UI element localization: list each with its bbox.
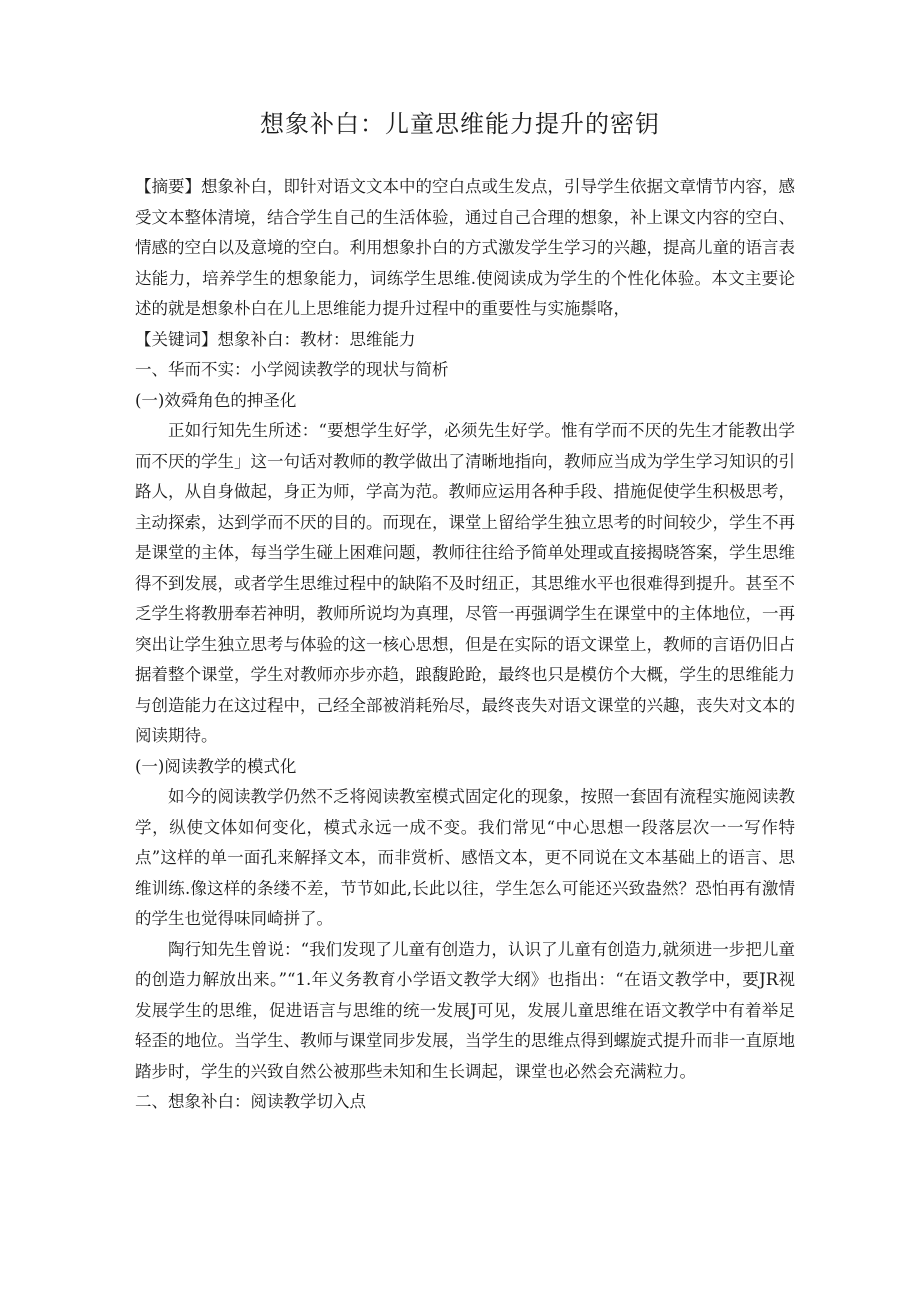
- section-heading-1: 一、华而不实：小学阅读教学的现状与简析: [135, 360, 449, 379]
- document-title: 想象补白：儿童思维能力提升的密钥: [260, 110, 660, 138]
- abstract-text: 想象补白，即针对语文文本中的空白点或生发点，引导学生依据文章情节内容，感受文本整体清境，结合学生自己的生活体验，通过自己合理的想象，补上课文内容的空白、情感的空白以及意境的空白。利用想象扑白的方式激发学生学习的兴趣，提高儿童的语言表达能力，培养学生的想象能力，词练学生思维.使阅读成为学生的个性化体验。本文主要论述的就是想象朴白在儿上思维能力提升过程中的重要性与实施鬃咯，: [135, 177, 795, 318]
- body-paragraph-2: 如今的阅读教学仍然不乏将阅读教室模式固定化的现象，按照一套固有流程实施阅读教学，纵使文体如何变化，模式永远一成不变。我们常见“中心思想一段落层次一一写作特点”这样的单一面孔来解择文本，而非赏析、感悟文本，更不同说在文本基础上的语言、思维训练.像这样的条缕不差，节节如此,长此以往，学生怎么可能还兴致盎然？恐怕再有激情的学生也觉得味同崎拼了。: [135, 787, 795, 928]
- keywords-paragraph: [135, 325, 795, 356]
- keywords-text: 想象补白：教材：思维能力: [217, 329, 416, 349]
- section-heading-2: 二、想象补白：阅读教学切入点: [135, 1092, 366, 1111]
- body-paragraph-1: 正如行知先生所述：“要想学生好学，必须先生好学。惟有学而不厌的先生才能教出学而不厌的学生」这一句话对教师的教学做出了清晰地指向，教师应当成为学生学习知识的引路人，从自身做起，身正为师，学高为范。教师应运用各种手段、措施促使学生积极思考，主动探索，达到学而不厌的目的。而现在，课堂上留给学生独立思考的时间较少，学生不再是课堂的主体，每当学生碰上困难问题，教师往往给予简单处理或直接揭晓答案，学生思维得不到发展，或者学生思维过程中的缺陷不及时纽正，其思维水平也很难得到提升。甚至不乏学生将教册奉若神明，教师所说均为真理，尽管一再强调学生在课堂中的主体地位，一再突出让学生独立思考与体验的这一核心思想，但是在实际的语文课堂上，教师的言语仍旧占据着整个课堂，学生对教师亦步亦趋，踉馥跄跄，最终也只是模仿个大概，学生的思维能力与创造能力在这过程中，己经全部被消耗殆尽，最终丧失对语文课堂的兴趣，丧失对文本的阅读期待。: [135, 421, 795, 745]
- keywords-label: 【关键词】: [135, 329, 218, 349]
- abstract-label: 【摘要】: [135, 177, 201, 196]
- subsection-heading-2: (一)阅读教学的模式化: [135, 756, 297, 776]
- document-body: [135, 172, 795, 1118]
- body-paragraph-3: 陶行知先生曾说：“我们发现了儿童有创造力，认识了儿童有创造力,就须进一步把儿童的创造力解放出来。”“1.年义务教育小学语文教学大纲》也指出：“在语文教学中，要JR视发展学生的思维，促进语言与思维的统一发展J可见，发展儿童思维在语文教学中有着举足轻歪的地位。当学生、教师与课堂同步发展，当学生的思维点得到螺旋式提升而非一直原地踏步时，学生的兴致自然公被那些未知和生长调起，课堂也必然会充满粒力。: [135, 939, 795, 1081]
- abstract-paragraph: [135, 172, 795, 325]
- subsection-heading-1: (一)效舜角色的抻圣化: [135, 390, 297, 410]
